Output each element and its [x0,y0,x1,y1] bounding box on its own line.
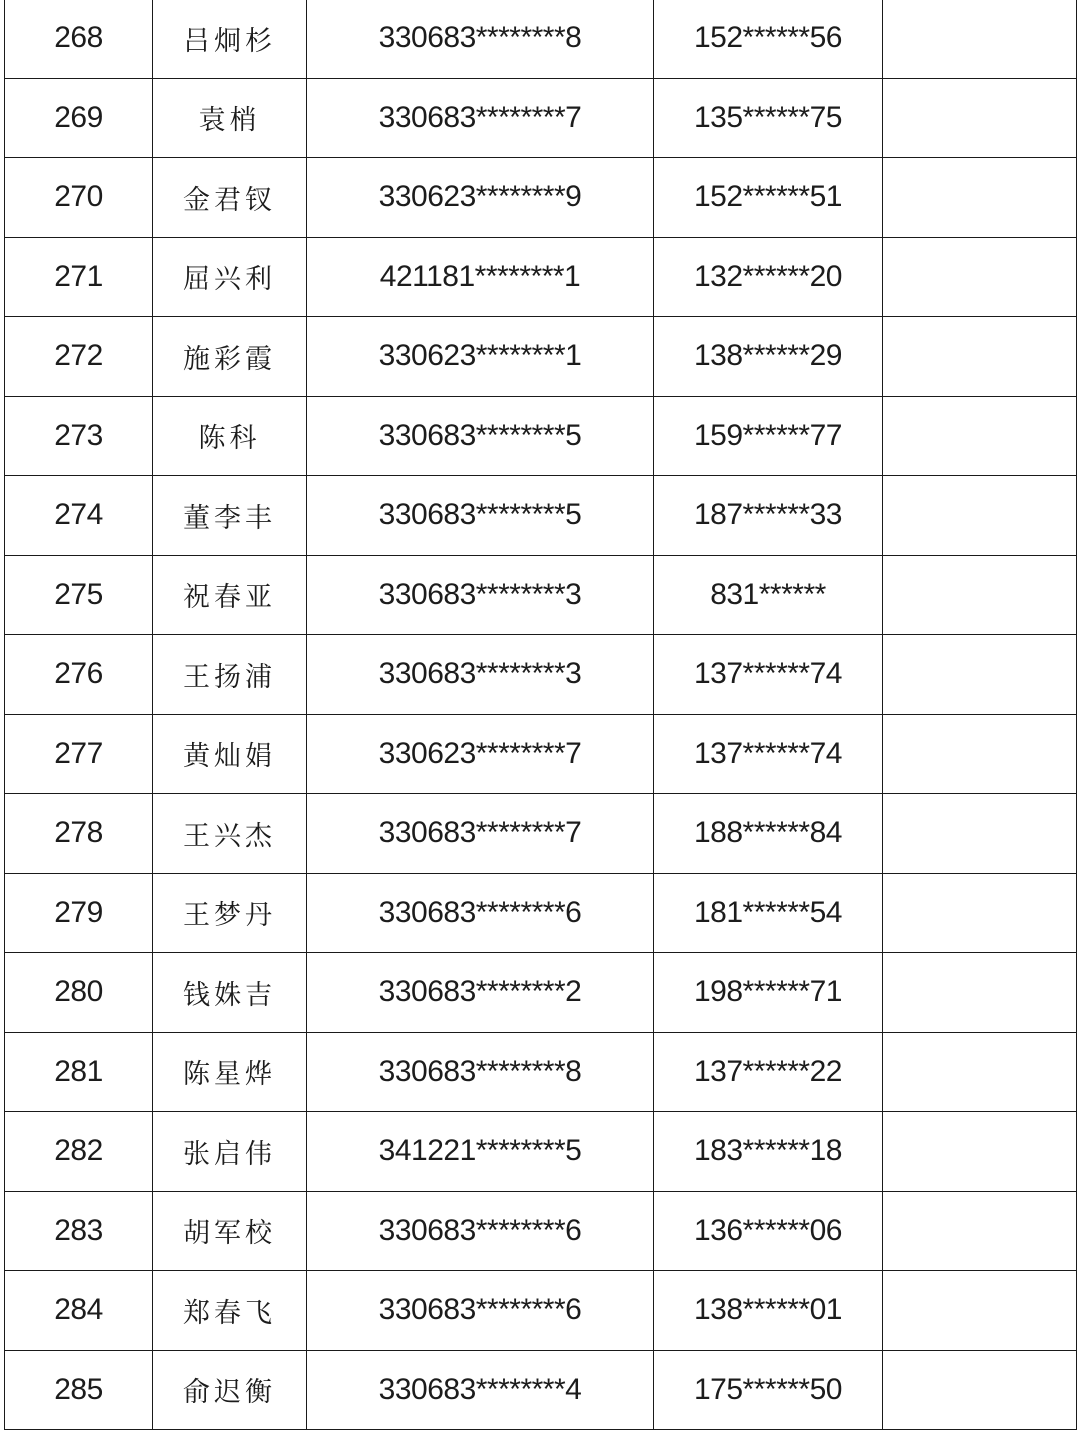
person-name-cell: 俞迟衡 [153,1350,307,1430]
phone-number-cell: 175******50 [654,1350,883,1430]
id-number-cell: 330683********8 [307,0,654,78]
person-name-cell: 施彩霞 [153,317,307,397]
row-index-cell: 277 [5,714,153,794]
roster-table-body [5,0,1077,1430]
row-index-cell: 285 [5,1350,153,1430]
row-index-cell: 275 [5,555,153,635]
id-number-cell: 421181********1 [307,237,654,317]
table-row [5,0,1077,78]
id-number-cell: 330683********7 [307,78,654,158]
id-number-cell: 330683********6 [307,873,654,953]
id-number-cell: 330683********6 [307,1191,654,1271]
remark-cell [883,158,1077,238]
remark-cell [883,396,1077,476]
person-name-cell: 陈科 [153,396,307,476]
id-number-cell: 330623********7 [307,714,654,794]
id-number-cell: 330683********5 [307,476,654,556]
phone-number-cell: 135******75 [654,78,883,158]
remark-cell [883,237,1077,317]
id-number-cell: 330683********5 [307,396,654,476]
table-row [5,1112,1077,1192]
phone-number-cell: 187******33 [654,476,883,556]
person-name-cell: 金君钗 [153,158,307,238]
id-number-cell: 341221********5 [307,1112,654,1192]
remark-cell [883,714,1077,794]
remark-cell [883,1271,1077,1351]
id-number-cell: 330683********3 [307,555,654,635]
row-index-cell: 272 [5,317,153,397]
person-name-cell: 王兴杰 [153,794,307,874]
phone-number-cell: 138******01 [654,1271,883,1351]
remark-cell [883,1350,1077,1430]
person-name-cell: 胡军校 [153,1191,307,1271]
phone-number-cell: 137******74 [654,714,883,794]
row-index-cell: 271 [5,237,153,317]
person-name-cell: 张启伟 [153,1112,307,1192]
remark-cell [883,635,1077,715]
id-number-cell: 330683********8 [307,1032,654,1112]
row-index-cell: 276 [5,635,153,715]
row-index-cell: 280 [5,953,153,1033]
id-number-cell: 330623********9 [307,158,654,238]
table-row [5,714,1077,794]
remark-cell [883,1112,1077,1192]
id-number-cell: 330683********4 [307,1350,654,1430]
phone-number-cell: 198******71 [654,953,883,1033]
id-number-cell: 330683********7 [307,794,654,874]
table-row [5,1350,1077,1430]
row-index-cell: 278 [5,794,153,874]
remark-cell [883,873,1077,953]
phone-number-cell: 137******74 [654,635,883,715]
row-index-cell: 279 [5,873,153,953]
remark-cell [883,794,1077,874]
table-row [5,873,1077,953]
table-row [5,635,1077,715]
phone-number-cell: 136******06 [654,1191,883,1271]
row-index-cell: 270 [5,158,153,238]
remark-cell [883,78,1077,158]
id-number-cell: 330683********6 [307,1271,654,1351]
phone-number-cell: 138******29 [654,317,883,397]
person-name-cell: 王扬浦 [153,635,307,715]
table-row [5,158,1077,238]
phone-number-cell: 152******51 [654,158,883,238]
phone-number-cell: 132******20 [654,237,883,317]
row-index-cell: 282 [5,1112,153,1192]
id-number-cell: 330623********1 [307,317,654,397]
phone-number-cell: 137******22 [654,1032,883,1112]
table-row [5,237,1077,317]
id-number-cell: 330683********2 [307,953,654,1033]
phone-number-cell: 181******54 [654,873,883,953]
person-name-cell: 黄灿娟 [153,714,307,794]
person-name-cell: 吕炯杉 [153,0,307,78]
person-name-cell: 董李丰 [153,476,307,556]
phone-number-cell: 183******18 [654,1112,883,1192]
person-name-cell: 王梦丹 [153,873,307,953]
id-number-cell: 330683********3 [307,635,654,715]
table-row [5,1032,1077,1112]
table-row [5,1271,1077,1351]
remark-cell [883,953,1077,1033]
person-name-cell: 袁梢 [153,78,307,158]
row-index-cell: 281 [5,1032,153,1112]
roster-sheet [4,0,1076,1430]
table-row [5,1191,1077,1271]
roster-table [4,0,1077,1430]
table-row [5,476,1077,556]
person-name-cell: 祝春亚 [153,555,307,635]
table-row [5,555,1077,635]
remark-cell [883,317,1077,397]
phone-number-cell: 159******77 [654,396,883,476]
table-row [5,953,1077,1033]
row-index-cell: 273 [5,396,153,476]
remark-cell [883,476,1077,556]
remark-cell [883,0,1077,78]
table-row [5,317,1077,397]
remark-cell [883,555,1077,635]
row-index-cell: 274 [5,476,153,556]
remark-cell [883,1032,1077,1112]
person-name-cell: 郑春飞 [153,1271,307,1351]
table-row [5,794,1077,874]
row-index-cell: 284 [5,1271,153,1351]
phone-number-cell: 188******84 [654,794,883,874]
person-name-cell: 陈星烨 [153,1032,307,1112]
phone-number-cell: 831****** [654,555,883,635]
person-name-cell: 屈兴利 [153,237,307,317]
table-row [5,396,1077,476]
phone-number-cell: 152******56 [654,0,883,78]
row-index-cell: 268 [5,0,153,78]
row-index-cell: 283 [5,1191,153,1271]
row-index-cell: 269 [5,78,153,158]
person-name-cell: 钱姝吉 [153,953,307,1033]
table-row [5,78,1077,158]
remark-cell [883,1191,1077,1271]
